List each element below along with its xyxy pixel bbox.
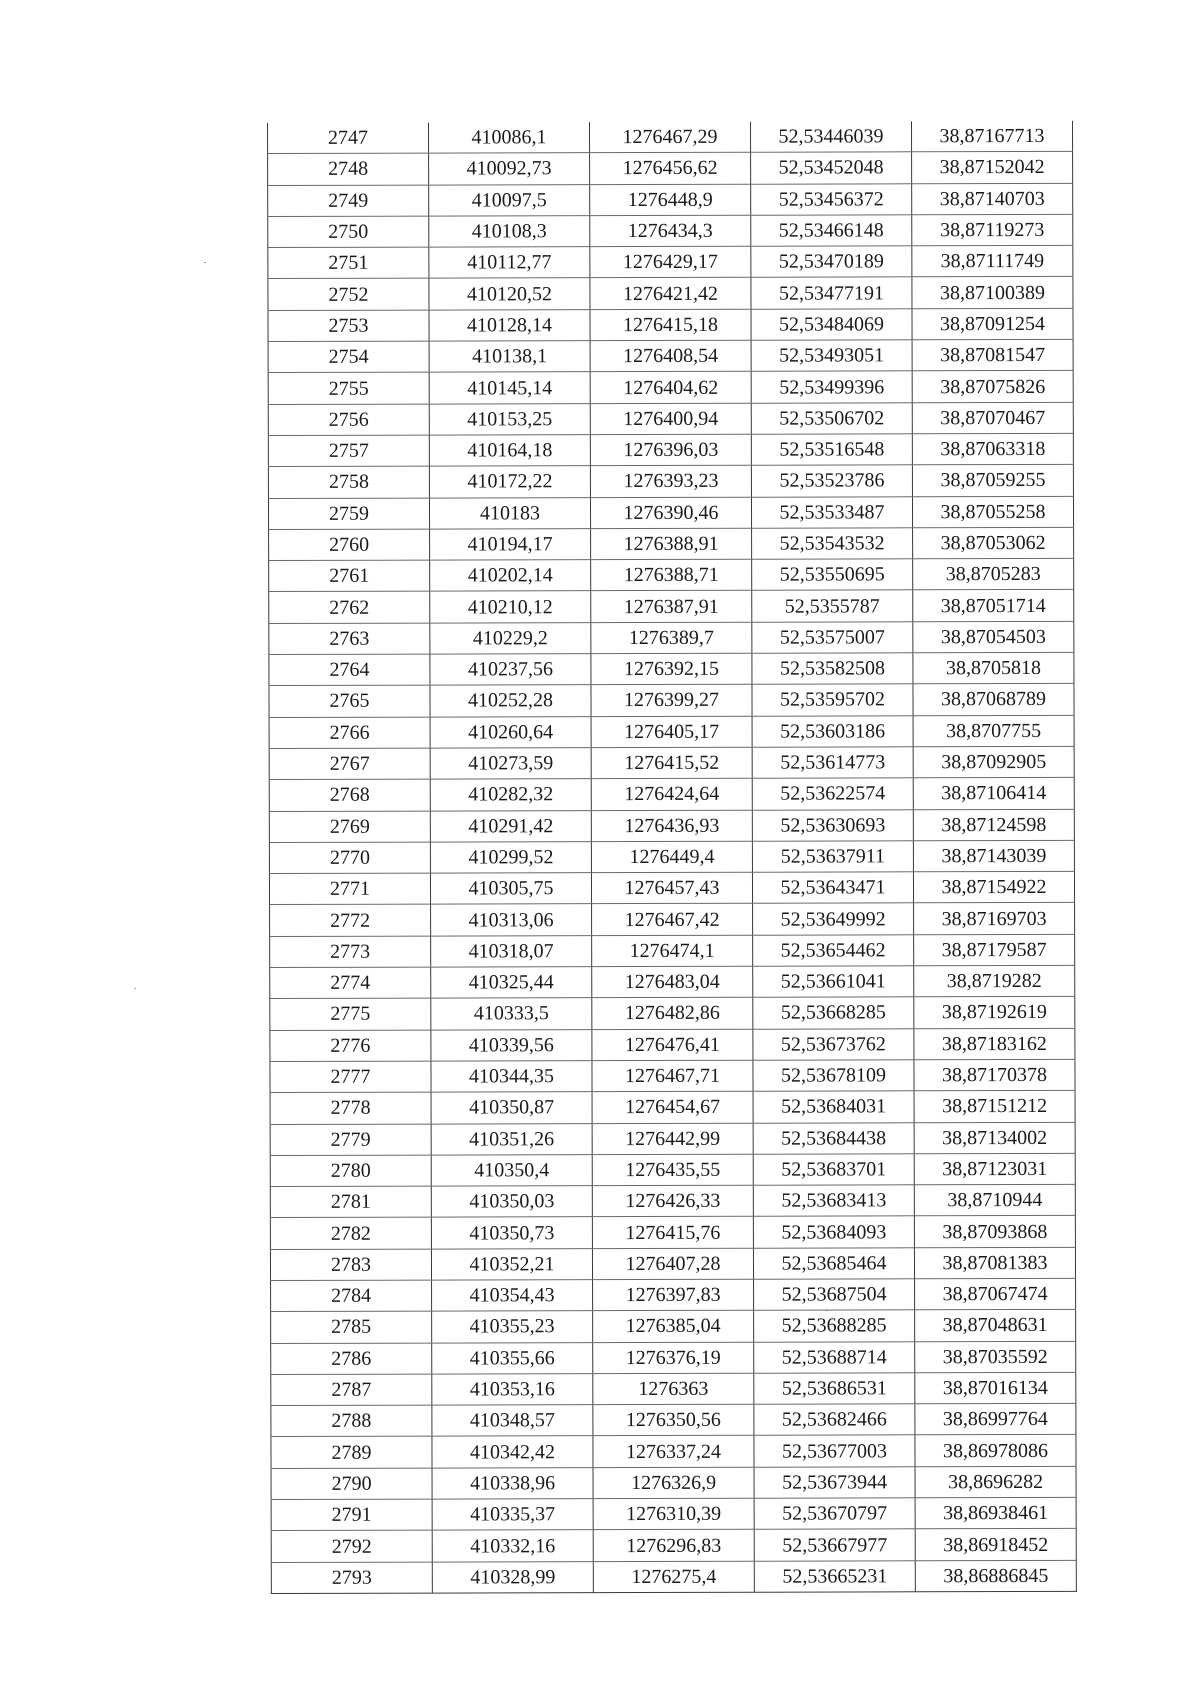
point-number-cell: 2792 [271,1530,432,1562]
point-number-cell: 2793 [271,1562,432,1594]
table-row [269,840,1074,873]
y-coordinate-cell: 1276390,46 [590,497,751,529]
latitude-cell: 52,53687504 [754,1279,915,1311]
longitude-cell: 38,87183162 [914,1028,1075,1060]
point-number-cell: 2750 [268,216,429,248]
point-number-cell: 2749 [268,185,429,217]
longitude-cell: 38,87143039 [913,840,1074,872]
longitude-cell: 38,8705283 [913,559,1074,591]
y-coordinate-cell: 1276389,7 [591,622,752,654]
point-number-cell: 2748 [268,153,429,185]
x-coordinate-cell: 410354,43 [432,1280,593,1312]
point-number-cell: 2760 [269,529,430,561]
table-row [271,1435,1076,1468]
longitude-cell: 38,87093868 [914,1216,1075,1248]
latitude-cell: 52,53673944 [754,1467,915,1499]
y-coordinate-cell: 1276310,39 [593,1498,754,1530]
y-coordinate-cell: 1276467,29 [589,122,750,153]
x-coordinate-cell: 410086,1 [428,122,589,153]
point-number-cell: 2747 [268,123,429,154]
table-row [271,1529,1076,1562]
point-number-cell: 2788 [271,1405,432,1437]
table-row [269,872,1074,905]
x-coordinate-cell: 410348,57 [432,1405,593,1437]
longitude-cell: 38,87100389 [912,277,1073,309]
point-number-cell: 2765 [269,685,430,717]
point-number-cell: 2779 [270,1124,431,1156]
longitude-cell: 38,87140703 [912,183,1073,215]
y-coordinate-cell: 1276397,83 [593,1279,754,1311]
longitude-cell: 38,86997764 [915,1404,1076,1436]
point-number-cell: 2772 [270,904,431,936]
longitude-cell: 38,87016134 [915,1372,1076,1404]
point-number-cell: 2783 [270,1249,431,1281]
x-coordinate-cell: 410202,14 [430,560,591,592]
latitude-cell: 52,53582508 [752,653,913,685]
longitude-cell: 38,87106414 [913,778,1074,810]
table-row [268,121,1073,154]
table-row [270,903,1075,936]
point-number-cell: 2769 [269,811,430,843]
y-coordinate-cell: 1276476,41 [592,1029,753,1061]
y-coordinate-cell: 1276400,94 [590,403,751,435]
y-coordinate-cell: 1276426,33 [592,1185,753,1217]
latitude-cell: 52,53654462 [753,935,914,967]
x-coordinate-cell: 410352,21 [431,1248,592,1280]
point-number-cell: 2752 [268,279,429,311]
longitude-cell: 38,87075826 [912,371,1073,403]
latitude-cell: 52,53470189 [751,246,912,278]
latitude-cell: 52,53575007 [752,622,913,654]
x-coordinate-cell: 410252,28 [430,685,591,717]
point-number-cell: 2756 [268,404,429,436]
point-number-cell: 2764 [269,654,430,686]
latitude-cell: 52,53456372 [751,183,912,215]
point-number-cell: 2761 [269,560,430,592]
point-number-cell: 2780 [270,1155,431,1187]
longitude-cell: 38,87070467 [912,402,1073,434]
x-coordinate-cell: 410237,56 [430,654,591,686]
point-number-cell: 2757 [268,435,429,467]
table-row [271,1310,1076,1343]
table-row [271,1278,1076,1311]
point-number-cell: 2784 [271,1280,432,1312]
x-coordinate-cell: 410344,35 [431,1061,592,1093]
x-coordinate-cell: 410299,52 [430,841,591,873]
latitude-cell: 52,53661041 [753,966,914,998]
x-coordinate-cell: 410138,1 [429,341,590,373]
latitude-cell: 52,53452048 [751,152,912,184]
longitude-cell: 38,87059255 [912,465,1073,497]
latitude-cell: 52,53668285 [753,997,914,1029]
point-number-cell: 2777 [270,1061,431,1093]
table-row [270,1028,1075,1061]
y-coordinate-cell: 1276363 [593,1373,754,1405]
longitude-cell: 38,87124598 [913,809,1074,841]
point-number-cell: 2768 [269,779,430,811]
x-coordinate-cell: 410335,37 [432,1499,593,1531]
y-coordinate-cell: 1276436,93 [591,810,752,842]
longitude-cell: 38,86886845 [915,1560,1076,1592]
point-number-cell: 2759 [268,498,429,530]
point-number-cell: 2770 [269,842,430,874]
longitude-cell: 38,86978086 [915,1435,1076,1467]
longitude-cell: 38,87081547 [912,339,1073,371]
longitude-cell: 38,87063318 [912,433,1073,465]
y-coordinate-cell: 1276408,54 [590,340,751,372]
table-row [270,1091,1075,1124]
x-coordinate-cell: 410282,32 [430,779,591,811]
longitude-cell: 38,87054503 [913,621,1074,653]
x-coordinate-cell: 410351,26 [431,1123,592,1155]
point-number-cell: 2791 [271,1499,432,1531]
latitude-cell: 52,53499396 [751,371,912,403]
y-coordinate-cell: 1276435,55 [592,1154,753,1186]
x-coordinate-cell: 410353,16 [432,1374,593,1406]
longitude-cell: 38,87123031 [914,1153,1075,1185]
x-coordinate-cell: 410305,75 [430,873,591,905]
table-row [268,496,1073,529]
latitude-cell: 52,53643471 [752,872,913,904]
table-row [270,1247,1075,1280]
table-row [269,684,1074,717]
table-row [271,1341,1076,1374]
latitude-cell: 52,53622574 [752,778,913,810]
x-coordinate-cell: 410333,5 [431,998,592,1030]
longitude-cell: 38,87169703 [914,903,1075,935]
x-coordinate-cell: 410332,16 [432,1530,593,1562]
table-row [269,746,1074,779]
table-row [271,1372,1076,1405]
latitude-cell: 52,53649992 [753,903,914,935]
latitude-cell: 52,53533487 [751,496,912,528]
table-row [271,1560,1076,1593]
table-row [269,652,1074,685]
y-coordinate-cell: 1276448,9 [590,184,751,216]
table-row [268,371,1073,404]
longitude-cell: 38,87167713 [911,121,1072,152]
x-coordinate-cell: 410338,96 [432,1467,593,1499]
longitude-cell: 38,87055258 [912,496,1073,528]
y-coordinate-cell: 1276421,42 [590,278,751,310]
longitude-cell: 38,87092905 [913,746,1074,778]
longitude-cell: 38,87035592 [915,1341,1076,1373]
latitude-cell: 52,53550695 [752,559,913,591]
point-number-cell: 2754 [268,341,429,373]
x-coordinate-cell: 410229,2 [430,622,591,654]
longitude-cell: 38,87111749 [912,246,1073,278]
latitude-cell: 52,53684438 [753,1122,914,1154]
table-row [269,715,1074,748]
x-coordinate-cell: 410355,66 [432,1342,593,1374]
coordinates-table-body [268,121,1077,1594]
scan-speck [134,988,136,989]
latitude-cell: 52,53493051 [751,340,912,372]
x-coordinate-cell: 410328,99 [432,1561,593,1593]
point-number-cell: 2782 [270,1217,431,1249]
y-coordinate-cell: 1276456,62 [590,153,751,185]
table-row [268,433,1073,466]
longitude-cell: 38,87081383 [914,1247,1075,1279]
point-number-cell: 2771 [269,873,430,905]
point-number-cell: 2778 [270,1092,431,1124]
latitude-cell: 52,53684093 [753,1216,914,1248]
latitude-cell: 52,53683413 [753,1185,914,1217]
latitude-cell: 52,53683701 [753,1154,914,1186]
table-row [268,152,1073,185]
y-coordinate-cell: 1276467,71 [592,1060,753,1092]
longitude-cell: 38,8710944 [914,1184,1075,1216]
latitude-cell: 52,53682466 [754,1404,915,1436]
x-coordinate-cell: 410183 [429,497,590,529]
latitude-cell: 52,53543532 [752,528,913,560]
y-coordinate-cell: 1276388,91 [591,528,752,560]
x-coordinate-cell: 410112,77 [429,247,590,279]
point-number-cell: 2789 [271,1437,432,1469]
table-row [269,527,1074,560]
x-coordinate-cell: 410172,22 [429,466,590,498]
latitude-cell: 52,53516548 [751,434,912,466]
y-coordinate-cell: 1276405,17 [591,716,752,748]
x-coordinate-cell: 410325,44 [431,967,592,999]
x-coordinate-cell: 410092,73 [429,153,590,185]
x-coordinate-cell: 410164,18 [429,435,590,467]
latitude-cell: 52,53614773 [752,747,913,779]
x-coordinate-cell: 410355,23 [432,1311,593,1343]
latitude-cell: 52,53466148 [751,215,912,247]
y-coordinate-cell: 1276376,19 [593,1342,754,1374]
y-coordinate-cell: 1276483,04 [592,966,753,998]
y-coordinate-cell: 1276393,23 [590,465,751,497]
latitude-cell: 52,53684031 [753,1091,914,1123]
table-row [268,246,1073,279]
longitude-cell: 38,87091254 [912,308,1073,340]
y-coordinate-cell: 1276337,24 [593,1436,754,1468]
y-coordinate-cell: 1276474,1 [592,935,753,967]
table-row [268,402,1073,435]
latitude-cell: 52,53506702 [751,402,912,434]
x-coordinate-cell: 410273,59 [430,748,591,780]
point-number-cell: 2775 [270,998,431,1030]
y-coordinate-cell: 1276442,99 [592,1123,753,1155]
point-number-cell: 2786 [271,1343,432,1375]
longitude-cell: 38,87170378 [914,1059,1075,1091]
longitude-cell: 38,87179587 [914,934,1075,966]
longitude-cell: 38,87134002 [914,1122,1075,1154]
longitude-cell: 38,8707755 [913,715,1074,747]
x-coordinate-cell: 410350,4 [431,1154,592,1186]
table-row [268,465,1073,498]
y-coordinate-cell: 1276454,67 [592,1091,753,1123]
scan-speck [204,262,206,263]
longitude-cell: 38,8719282 [914,965,1075,997]
point-number-cell: 2758 [268,466,429,498]
y-coordinate-cell: 1276434,3 [590,215,751,247]
table-row [271,1466,1076,1499]
table-row [270,934,1075,967]
table-row [269,590,1074,623]
y-coordinate-cell: 1276296,83 [593,1530,754,1562]
longitude-cell: 38,87053062 [913,527,1074,559]
x-coordinate-cell: 410120,52 [429,278,590,310]
coordinates-table [267,121,1077,1594]
point-number-cell: 2785 [271,1311,432,1343]
point-number-cell: 2787 [271,1374,432,1406]
x-coordinate-cell: 410313,06 [431,904,592,936]
y-coordinate-cell: 1276407,28 [592,1248,753,1280]
longitude-cell: 38,87152042 [912,152,1073,184]
latitude-cell: 52,53484069 [751,309,912,341]
point-number-cell: 2776 [270,1030,431,1062]
latitude-cell: 52,53686531 [754,1373,915,1405]
latitude-cell: 52,53678109 [753,1060,914,1092]
latitude-cell: 52,53688285 [754,1310,915,1342]
y-coordinate-cell: 1276404,62 [590,372,751,404]
point-number-cell: 2763 [269,623,430,655]
y-coordinate-cell: 1276415,18 [590,309,751,341]
table-row [268,277,1073,310]
table-row [270,997,1075,1030]
latitude-cell: 52,53670797 [754,1498,915,1530]
table-row [269,559,1074,592]
y-coordinate-cell: 1276457,43 [591,872,752,904]
y-coordinate-cell: 1276396,03 [590,434,751,466]
latitude-cell: 52,53677003 [754,1435,915,1467]
x-coordinate-cell: 410108,3 [429,216,590,248]
table-row [271,1497,1076,1530]
point-number-cell: 2766 [269,717,430,749]
x-coordinate-cell: 410350,87 [431,1092,592,1124]
point-number-cell: 2755 [268,372,429,404]
x-coordinate-cell: 410350,03 [431,1186,592,1218]
table-row [270,965,1075,998]
table-row [268,308,1073,341]
x-coordinate-cell: 410342,42 [432,1436,593,1468]
latitude-cell: 52,5355787 [752,590,913,622]
latitude-cell: 52,53523786 [751,465,912,497]
table-row [268,183,1073,216]
table-row [270,1122,1075,1155]
table-row [271,1404,1076,1437]
x-coordinate-cell: 410097,5 [429,184,590,216]
longitude-cell: 38,87051714 [913,590,1074,622]
table-row [268,214,1073,247]
x-coordinate-cell: 410145,14 [429,372,590,404]
y-coordinate-cell: 1276350,56 [593,1404,754,1436]
point-number-cell: 2774 [270,967,431,999]
x-coordinate-cell: 410260,64 [430,716,591,748]
latitude-cell: 52,53673762 [753,1028,914,1060]
y-coordinate-cell: 1276429,17 [590,246,751,278]
longitude-cell: 38,8696282 [915,1466,1076,1498]
point-number-cell: 2762 [269,592,430,624]
point-number-cell: 2773 [270,936,431,968]
latitude-cell: 52,53665231 [754,1560,915,1592]
longitude-cell: 38,87119273 [912,214,1073,246]
y-coordinate-cell: 1276399,27 [591,685,752,717]
longitude-cell: 38,86938461 [915,1497,1076,1529]
longitude-cell: 38,87154922 [913,872,1074,904]
longitude-cell: 38,86918452 [915,1529,1076,1561]
point-number-cell: 2781 [270,1186,431,1218]
latitude-cell: 52,53688714 [754,1341,915,1373]
table-row [270,1184,1075,1217]
y-coordinate-cell: 1276388,71 [591,559,752,591]
latitude-cell: 52,53595702 [752,684,913,716]
table-row [269,621,1074,654]
y-coordinate-cell: 1276385,04 [593,1311,754,1343]
latitude-cell: 52,53446039 [750,121,911,152]
table-row [270,1153,1075,1186]
longitude-cell: 38,87067474 [915,1278,1076,1310]
x-coordinate-cell: 410128,14 [429,309,590,341]
latitude-cell: 52,53603186 [752,715,913,747]
x-coordinate-cell: 410194,17 [430,529,591,561]
y-coordinate-cell: 1276275,4 [593,1561,754,1593]
table-row [268,339,1073,372]
table-row [269,778,1074,811]
longitude-cell: 38,8705818 [913,652,1074,684]
x-coordinate-cell: 410339,56 [431,1029,592,1061]
point-number-cell: 2753 [268,310,429,342]
latitude-cell: 52,53637911 [752,841,913,873]
longitude-cell: 38,87192619 [914,997,1075,1029]
point-number-cell: 2790 [271,1468,432,1500]
longitude-cell: 38,87048631 [915,1310,1076,1342]
x-coordinate-cell: 410153,25 [429,403,590,435]
y-coordinate-cell: 1276326,9 [593,1467,754,1499]
table-row [270,1216,1075,1249]
y-coordinate-cell: 1276392,15 [591,653,752,685]
y-coordinate-cell: 1276415,52 [591,747,752,779]
longitude-cell: 38,87151212 [914,1091,1075,1123]
longitude-cell: 38,87068789 [913,684,1074,716]
y-coordinate-cell: 1276415,76 [592,1217,753,1249]
y-coordinate-cell: 1276449,4 [591,841,752,873]
latitude-cell: 52,53667977 [754,1529,915,1561]
x-coordinate-cell: 410350,73 [431,1217,592,1249]
table-row [269,809,1074,842]
y-coordinate-cell: 1276467,42 [592,904,753,936]
latitude-cell: 52,53685464 [753,1247,914,1279]
x-coordinate-cell: 410291,42 [430,810,591,842]
point-number-cell: 2751 [268,247,429,279]
latitude-cell: 52,53630693 [752,809,913,841]
y-coordinate-cell: 1276482,86 [592,998,753,1030]
point-number-cell: 2767 [269,748,430,780]
y-coordinate-cell: 1276387,91 [591,591,752,623]
x-coordinate-cell: 410210,12 [430,591,591,623]
y-coordinate-cell: 1276424,64 [591,778,752,810]
table-row [270,1059,1075,1092]
x-coordinate-cell: 410318,07 [431,935,592,967]
latitude-cell: 52,53477191 [751,277,912,309]
